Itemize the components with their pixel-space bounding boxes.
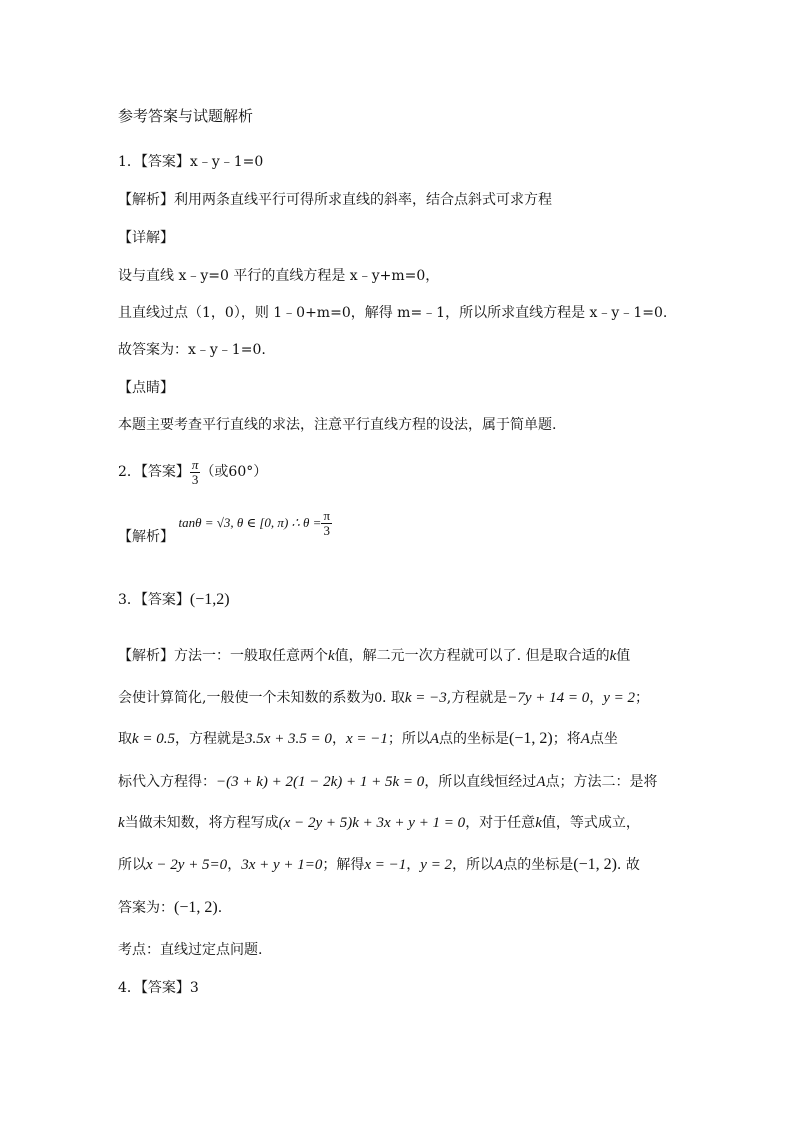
text: ，对于任意: [465, 815, 536, 831]
q2-formula-numerator: π: [323, 507, 331, 523]
text: . 故: [616, 857, 640, 873]
math-eq4: (x − 2y + 5)k + 3x + y + 1 = 0: [278, 815, 466, 831]
var-a: A: [580, 731, 590, 747]
text: ，所以: [452, 857, 495, 873]
q2-fraction-denominator: 3: [191, 471, 199, 487]
q3-analysis-line-7: [118, 898, 222, 918]
math-point: (−1, 2): [573, 856, 617, 873]
q2-answer-fraction: [190, 458, 201, 487]
text: ；所以: [387, 731, 430, 747]
q1-answer: [118, 152, 263, 172]
q1-detail-label: 【详解】: [118, 230, 174, 246]
q3-analysis-line-1: [118, 646, 630, 666]
text: 答案为：: [118, 900, 174, 916]
q1-analysis-prefix: 【解析】: [118, 192, 174, 208]
q1-detail-line-3: 故答案为：x﹣y﹣1=0.: [118, 342, 266, 358]
var-k: k: [328, 648, 335, 664]
var-a: A: [429, 731, 440, 747]
var-k: k: [118, 815, 125, 831]
q2-answer: [118, 455, 267, 489]
math-y2: y = 2: [420, 857, 453, 873]
q1-answer-value: x﹣y﹣1=0: [189, 154, 264, 170]
math-eq5: x − 2y + 5=0: [146, 857, 228, 873]
q3-kaodian: 考点：直线过定点问题.: [118, 942, 263, 958]
text: 点坐: [589, 731, 618, 747]
math-x: x = −1: [364, 857, 407, 873]
text: ；: [635, 690, 650, 706]
text: ,方程就是: [446, 690, 508, 706]
text: ，所以直线恒经过: [424, 774, 537, 790]
q2-analysis: [118, 507, 332, 554]
text: 标代入方程得：: [118, 774, 216, 790]
math-point: (−1, 2): [509, 730, 553, 747]
math-eq6: 3x + y + 1=0: [241, 857, 323, 873]
q2-formula-left: tanθ = √3, θ ∈ [0, π) ∴ θ =: [178, 515, 322, 530]
q4-answer-prefix: 4．【答案】: [118, 980, 190, 996]
math-x: x = −1: [345, 731, 388, 747]
math-eq1: −7y + 14 = 0: [507, 690, 590, 706]
q1-detail-line-1: 设与直线 x﹣y=0 平行的直线方程是 x﹣y+m=0，: [118, 268, 440, 284]
q3-analysis-line-6: [118, 855, 640, 875]
q2-answer-prefix: 2．【答案】: [118, 464, 190, 480]
var-a: A: [536, 774, 546, 790]
text: 值: [616, 648, 631, 664]
text: 点；方法二：是将: [545, 774, 658, 790]
text: 当做未知数，将方程写成: [124, 815, 279, 831]
text: ，: [406, 857, 421, 873]
text: . 取: [381, 690, 405, 706]
text: 【解析】方法一：一般取任意两个: [118, 648, 328, 664]
math-y2: y = 2: [603, 690, 636, 706]
text: ，: [589, 690, 604, 706]
q1-analysis-text: 利用两条直线平行可得所求直线的斜率，结合点斜式可求方程: [174, 192, 552, 208]
text: ；将: [552, 731, 581, 747]
q3-answer: [118, 590, 230, 610]
text: 点的坐标是: [503, 857, 574, 873]
document-title: 参考答案与试题解析: [118, 107, 254, 125]
math-eq3: −(3 + k) + 2(1 − 2k) + 1 + 5k = 0: [216, 774, 425, 790]
text: 会使计算简化,一般使一个未知数的系数为: [118, 690, 375, 706]
text: 值，解二元一次方程就可以了. 但是取合适的: [334, 648, 610, 664]
q3-analysis-line-3: [118, 729, 618, 749]
math-k-eq: k = −3: [404, 690, 447, 706]
text: 取: [118, 731, 132, 747]
q2-formula-denominator: 3: [323, 522, 330, 538]
var-k: k: [609, 648, 617, 664]
var-k: k: [535, 815, 542, 831]
q3-analysis-line-4: [118, 772, 657, 792]
q4-answer: [118, 978, 199, 998]
q2-fraction-numerator: π: [191, 456, 199, 472]
text: ，: [227, 857, 242, 873]
math-k-eq: k = 0.5: [132, 731, 176, 747]
math-zero: 0: [374, 690, 382, 706]
q3-answer-value: (−1,2): [189, 591, 230, 608]
q4-answer-value: 3: [189, 980, 199, 996]
text: ；解得: [322, 857, 365, 873]
text: ，方程就是: [175, 731, 246, 747]
q2-analysis-prefix: 【解析】: [118, 529, 174, 545]
q2-answer-suffix: （或60°）: [200, 464, 268, 480]
text: 所以: [118, 857, 146, 873]
q3-answer-prefix: 3．【答案】: [118, 592, 190, 608]
q2-formula: [178, 506, 332, 540]
q1-analysis: [118, 190, 552, 210]
var-a: A: [494, 857, 504, 873]
text: 点的坐标是: [439, 731, 510, 747]
text: ，: [331, 731, 346, 747]
text: 值，等式成立，: [541, 815, 640, 831]
math-point: (−1, 2): [174, 899, 218, 916]
q3-analysis-line-2: [118, 688, 649, 708]
q1-answer-prefix: 1．【答案】: [118, 154, 190, 170]
q1-comment: 本题主要考查平行直线的求法，注意平行直线方程的设法，属于简单题.: [118, 417, 557, 433]
q2-formula-fraction: [321, 509, 332, 538]
q1-comment-label: 【点睛】: [118, 380, 174, 396]
text: .: [217, 900, 223, 916]
math-eq2: 3.5x + 3.5 = 0: [245, 731, 332, 747]
q1-detail-line-2: 且直线过点（1，0），则 1﹣0+m=0，解得 m=﹣1，所以所求直线方程是 x﹣y﹣1=0.: [118, 305, 668, 321]
q3-analysis-line-5: [118, 813, 640, 833]
